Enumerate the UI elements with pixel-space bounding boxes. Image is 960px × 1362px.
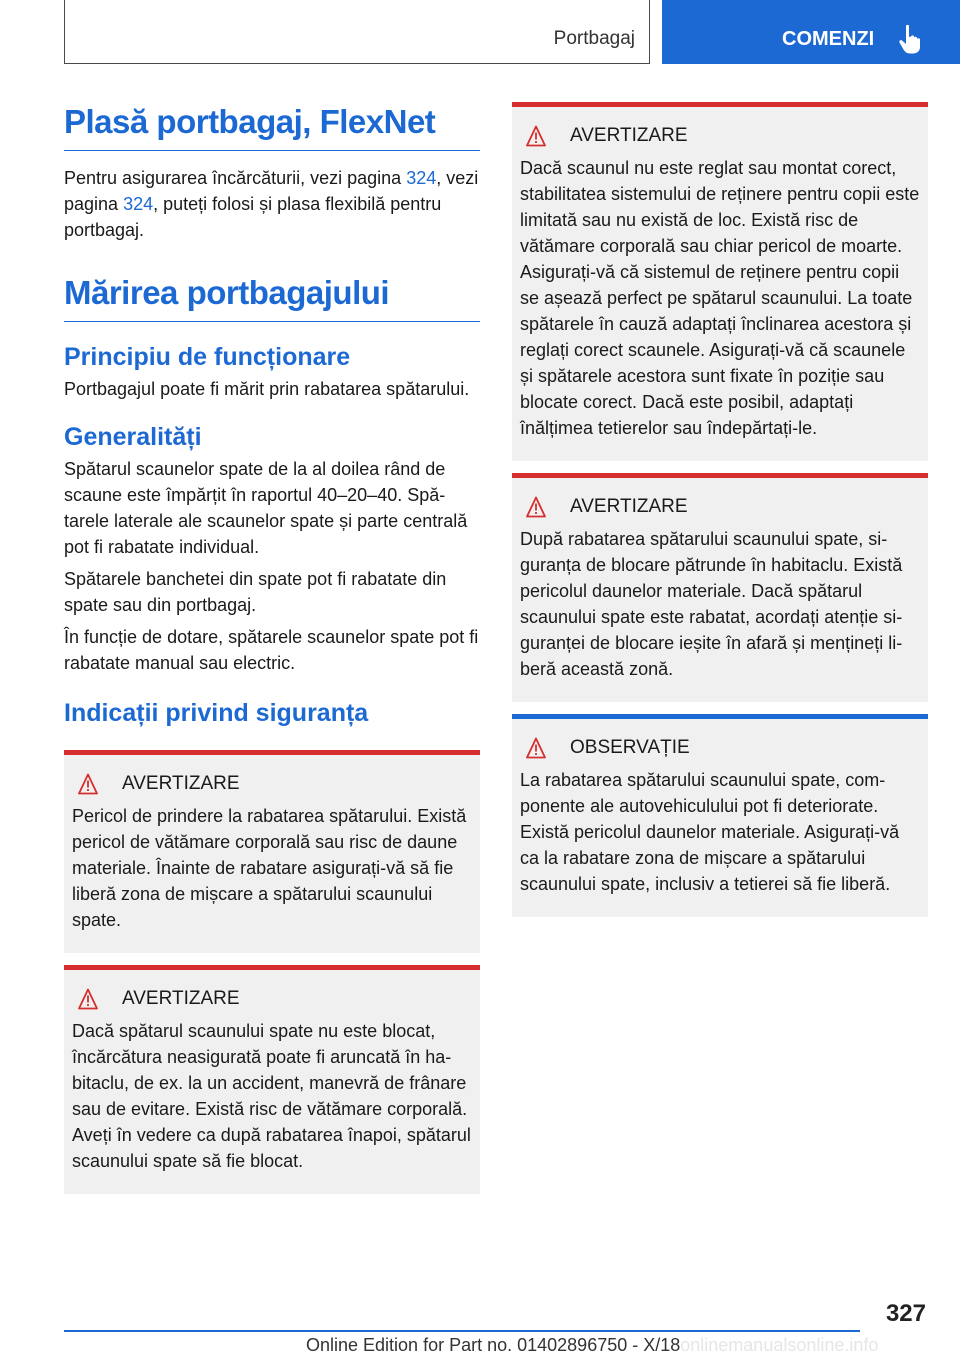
left-column: [64, 100, 480, 1194]
paragraph-generalitati-1: Spătarul scaunelor spate de la al doilea rând de scaune este împărțit în raportul 40–20–40. Spătarele laterale ale scaunelor spate și parte centrală pot fi rabatate individual.: [64, 459, 468, 557]
warning-box: [512, 473, 928, 702]
warning-title: AVERTIZARE: [570, 496, 688, 517]
paragraph-principiu: Portbagajul poate fi mărit prin rabatarea spătarului.: [64, 379, 470, 399]
right-column: [512, 100, 928, 917]
heading-plasa-portbagaj: Plasă portbagaj, FlexNet: [64, 100, 480, 151]
note-title: OBSERVAȚIE: [570, 737, 690, 758]
warning-header: [72, 771, 472, 797]
warning-box: [512, 102, 928, 461]
warning-triangle-icon: [78, 773, 118, 795]
warning-header: [520, 123, 920, 149]
subheading-indicatii-siguranta: Indicații privind siguranța: [64, 699, 369, 727]
note-header: [520, 735, 920, 761]
page-link-324[interactable]: 324: [406, 168, 437, 188]
page-number: 327: [885, 1300, 926, 1327]
warning-triangle-icon: [78, 988, 118, 1010]
warning-header: [72, 986, 472, 1012]
footer-divider: [64, 1330, 860, 1332]
warning-title: AVERTIZARE: [570, 125, 688, 146]
heading-marirea-portbagajului: Mărirea portbagajului: [64, 271, 480, 322]
header-section-box: [64, 0, 650, 64]
warning-triangle-icon: [526, 496, 566, 518]
page-link-324-second[interactable]: 324: [123, 194, 154, 214]
note-text: La rabatarea spătarului scaunului spate, componente ale autovehiculului pot fi deteriorate. Există pericolul daunelor materiale. Asigurați-vă ca la rabatare zona de mișcare a spătarului scaunului spate, inclusiv a tetierei să fie liberă.: [520, 770, 900, 894]
subheading-generalitati: Generalități: [64, 423, 202, 451]
warning-header: [520, 494, 920, 520]
tab-comenzi-label: COMENZI: [782, 28, 875, 50]
footer-edition: Online Edition for Part no. 01402896750 - X/18: [306, 1335, 681, 1355]
note-box: [512, 714, 928, 917]
warning-title: AVERTIZARE: [122, 988, 240, 1009]
paragraph-plasa-text-3: , puteți folosi și plasa flexibilă pentru portbagaj.: [64, 194, 442, 240]
warning-text: Pericol de prindere la rabatarea spătarului. Există pericol de vătămare corporală sau risc de daune materiale. Înainte de rabatare asigurați-vă să fie liberă zona de mișcare a spătarului scaunului spate.: [72, 806, 467, 930]
footer-watermark: onlinemanualsonline.info: [680, 1335, 879, 1355]
warning-text: Dacă scaunul nu este reglat sau montat corect, stabilitatea sistemului de reținere pentru copii este limitată sau nu există de loc. Există risc de vătămare corporală sau chiar pericol de moarte. Asigurați-vă că sistemul de reținere pentru copii se așează perfect pe spătarul scaunului. La toate spătarele în cauză adaptați înclinarea acestora și reglați corect scaunele. Asigurați-vă că scaunele și spătarele acestora sunt fixate în poziție sau blocate corect. Dacă este posibil, adaptați înălțimea tetierelor sau îndepărtați-le.: [520, 158, 920, 438]
paragraph-generalitati-3: În funcție de dotare, spătarele scaunelor spate pot fi rabatate manual sau electric.: [64, 627, 479, 673]
warning-triangle-icon: [526, 125, 566, 147]
footer-edition-line: [306, 1335, 878, 1356]
paragraph-generalitati-2: Spătarele banchetei din spate pot fi rabatate din spate sau din portbagaj.: [64, 569, 447, 615]
paragraph-plasa-text-1: Pentru asigurarea încărcăturii, vezi pagina: [64, 168, 407, 188]
paragraph-plasa: [64, 165, 480, 243]
caution-triangle-icon: [526, 737, 566, 759]
warning-box: [64, 965, 480, 1194]
tab-comenzi[interactable]: [662, 0, 960, 64]
warning-title: AVERTIZARE: [122, 773, 240, 794]
warning-text: După rabatarea spătarului scaunului spate, siguranța de blocare pătrunde în habitaclu. Există pericolul daunelor materiale. Dacă spătarul scaunului spate este rabatat, acordați atenție siguranței de blocare ieșite în afară și mențineți liberă această zonă.: [520, 529, 903, 679]
warning-box: [64, 750, 480, 953]
subheading-principiu: Principiu de funcționare: [64, 343, 351, 371]
header-section-title: Portbagaj: [553, 28, 635, 49]
hand-pointer-icon: [898, 24, 924, 54]
warning-text: Dacă spătarul scaunului spate nu este blocat, încărcătura neasigurată poate fi aruncată în habitaclu, de ex. la un accident, manevră de frânare sau de evitare. Există risc de vătămare corporală. Aveți în vedere ca după rabatarea înapoi, spătarul scaunului spate să fie blocat.: [72, 1021, 471, 1171]
paragraph-plasa-text-2: , vezi pagina: [64, 168, 479, 214]
